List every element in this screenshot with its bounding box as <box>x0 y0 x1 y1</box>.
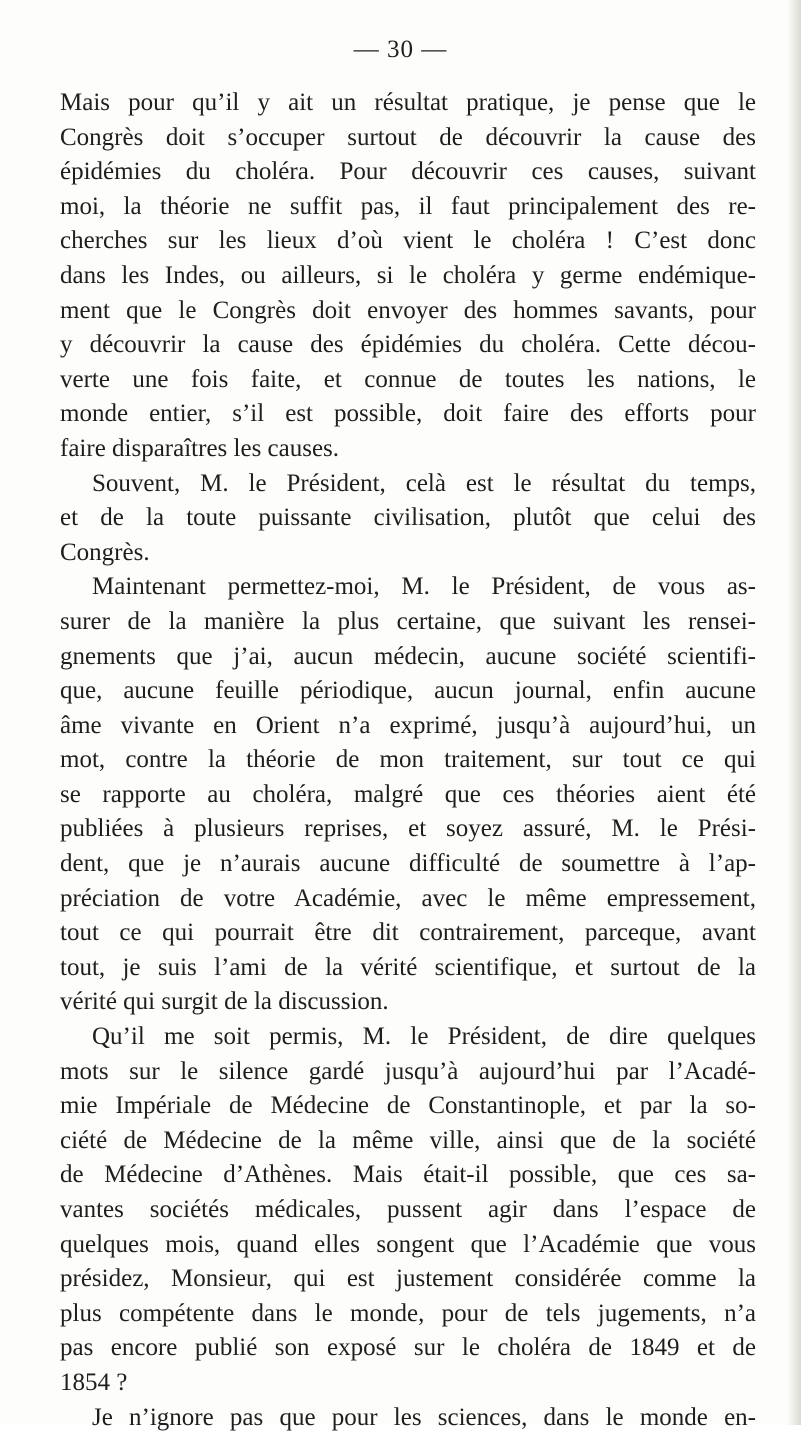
text-line: plus compétente dans le monde, pour de tels jugements, n’a <box>60 1299 756 1327</box>
text-line: 1854 ? <box>60 1368 128 1396</box>
text-line: se rapporte au choléra, malgré que ces théories aient été <box>60 780 756 808</box>
text-line: présidez, Monsieur, qui est justement considérée comme la <box>60 1265 756 1293</box>
text-line: Souvent, M. le Président, celà est le résultat du temps, <box>92 469 756 497</box>
text-line: de Médecine d’Athènes. Mais était-il possible, que ces sa- <box>60 1161 756 1189</box>
text-line: vérité qui surgit de la discussion. <box>60 988 389 1016</box>
text-line: épidémies du choléra. Pour découvrir ces causes, suivant <box>60 158 756 186</box>
text-line: Congrès. <box>60 538 150 566</box>
text-line: et de la toute puissante civilisation, plutôt que celui des <box>60 504 756 532</box>
text-line: dent, que je n’aurais aucune difficulté de soumettre à l’ap- <box>60 850 756 878</box>
text-line: cherches sur les lieux d’où vient le choléra ! C’est donc <box>60 227 756 255</box>
text-line: Maintenant permettez-moi, M. le Président, de vous as- <box>92 573 756 601</box>
page-edge-shadow <box>787 0 801 1425</box>
text-line: que, aucune feuille périodique, aucun journal, enfin aucune <box>60 677 756 705</box>
text-line: dans les Indes, ou ailleurs, si le choléra y germe endémique- <box>60 261 756 289</box>
text-line: mots sur le silence gardé jusqu’à aujourd’hui par l’Acadé- <box>60 1057 756 1085</box>
text-line: ment que le Congrès doit envoyer des hommes savants, pour <box>60 296 756 324</box>
text-line: quelques mois, quand elles songent que l’Académie que vous <box>60 1230 756 1258</box>
body-text <box>60 86 756 1435</box>
text-line: Je n’ignore pas que pour les sciences, dans le monde en- <box>92 1403 756 1431</box>
text-line: âme vivante en Orient n’a exprimé, jusqu’à aujourd’hui, un <box>60 711 756 739</box>
text-line: y découvrir la cause des épidémies du choléra. Cette décou- <box>60 331 756 359</box>
text-line: moi, la théorie ne suffit pas, il faut principalement des re- <box>60 192 756 220</box>
text-line: préciation de votre Académie, avec le même empressement, <box>60 884 756 912</box>
text-line: verte une fois faite, et connue de toutes les nations, le <box>60 365 756 393</box>
text-line: gnements que j’ai, aucun médecin, aucune société scientifi- <box>60 642 756 670</box>
text-line: tout, je suis l’ami de la vérité scientifique, et surtout de la <box>60 953 756 981</box>
text-line: tout ce qui pourrait être dit contrairement, parceque, avant <box>60 919 756 947</box>
text-line: publiées à plusieurs reprises, et soyez assuré, M. le Prési- <box>60 815 756 843</box>
text-line: mie Impériale de Médecine de Constantinople, et par la so- <box>60 1092 756 1120</box>
text-line: pas encore publié son exposé sur le choléra de 1849 et de <box>60 1334 756 1362</box>
text-line: Congrès doit s’occuper surtout de découvrir la cause des <box>60 123 756 151</box>
text-line: monde entier, s’il est possible, doit faire des efforts pour <box>60 400 756 428</box>
text-line: Qu’il me soit permis, M. le Président, de dire quelques <box>92 1023 756 1051</box>
text-line: mot, contre la théorie de mon traitement, sur tout ce qui <box>60 746 756 774</box>
text-line: faire disparaîtres les causes. <box>60 434 340 462</box>
text-line: surer de la manière la plus certaine, que suivant les rensei- <box>60 607 756 635</box>
text-line: ciété de Médecine de la même ville, ainsi que de la société <box>60 1126 756 1154</box>
text-line: Mais pour qu’il y ait un résultat pratique, je pense que le <box>60 89 756 116</box>
page-number: — 30 — <box>353 36 448 63</box>
text-line: vantes sociétés médicales, pussent agir dans l’espace de <box>60 1196 756 1223</box>
